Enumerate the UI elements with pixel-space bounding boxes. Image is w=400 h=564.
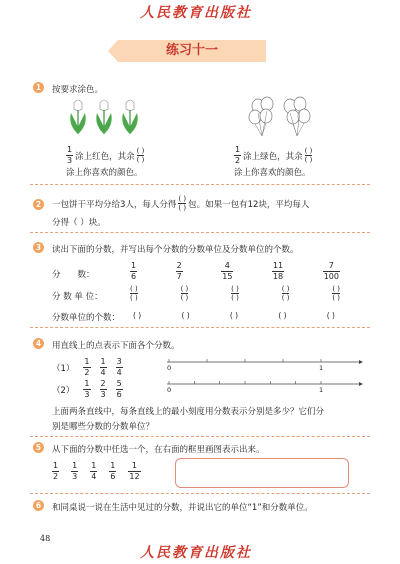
answer-blank-fraction[interactable]: ( ) ( ) <box>332 285 340 302</box>
q5-fraction-row <box>52 462 141 481</box>
number-line-one-label: 1 <box>319 364 324 372</box>
answer-blank-fraction[interactable]: ( ) ( ) <box>130 285 138 302</box>
question-number-4: 4 <box>33 338 44 349</box>
answer-blank[interactable]: ( ) <box>326 311 335 320</box>
number-line-one-label: 1 <box>319 386 324 394</box>
q2-line2: 分得（ ）块。 <box>52 218 106 228</box>
question-number-2: 2 <box>33 199 44 210</box>
q3-count-row <box>133 311 335 320</box>
q4-text3: 别是哪些分数的分数单位？ <box>52 422 155 432</box>
divider <box>30 232 370 233</box>
answer-blank-fraction[interactable]: ( ) ( ) <box>136 147 145 164</box>
q4-text2: 上面两条直线中，每条直线上的最小刻度用分数表示分别是多少？它们分 <box>52 407 325 417</box>
q3-row-label-count: 分数单位的个数： <box>52 313 121 323</box>
q6-text: 和同桌说一说在生活中见过的分数，并说出它的单位“1”和分数单位。 <box>52 503 313 513</box>
q2-line1: 一包饼干平均分给3人，每人分得 ( ) ( ) 包。如果一包有12块，平均每人 <box>52 195 310 212</box>
fraction: $\frac{1}{4}$ <box>91 461 97 481</box>
tulip-icon <box>120 97 140 135</box>
fraction: $\frac{2}{3}$ <box>100 379 106 399</box>
header-brand: 人民教育出版社 <box>140 5 252 21</box>
q1-left-line2: 涂上你喜欢的颜色。 <box>66 168 143 178</box>
fraction: $\frac{1}{2}$ <box>53 461 59 481</box>
fraction: $\frac{1}{12}$ <box>129 461 140 481</box>
fraction: $\frac{4}{15}$ <box>222 261 233 281</box>
q3-unit-row <box>130 285 340 302</box>
drawing-box[interactable] <box>175 458 349 488</box>
q4-row1: （1） $\frac{1}{2}$ $\frac{1}{4}$ $\frac{3}{4}$ <box>52 357 122 377</box>
answer-blank[interactable]: ( ) <box>278 311 287 320</box>
balloons-icon <box>248 96 314 138</box>
fraction: $\frac{1}{3}$ <box>67 145 73 165</box>
q4-text: 用直线上的点表示下面各个分数。 <box>52 341 180 351</box>
q3-text: 读出下面的分数，并写出每个分数的分数单位及分数单位的个数。 <box>52 245 299 255</box>
q1-right-line2: 涂上你喜欢的颜色。 <box>234 168 311 178</box>
fraction: $\frac{1}{3}$ <box>72 461 78 481</box>
fraction: $\frac{1}{2}$ <box>235 145 241 165</box>
fraction: $\frac{2}{7}$ <box>176 261 182 281</box>
divider <box>30 436 370 437</box>
fraction: $\frac{1}{6}$ <box>131 261 137 281</box>
page-number: 48 <box>40 534 51 543</box>
divider <box>30 327 370 328</box>
q1-right-line1: $\frac{1}{2}$ 涂上绿色，其余 ( ) ( ) <box>235 145 313 165</box>
q3-row-label-unit: 分 数 单 位： <box>52 292 103 302</box>
fraction: $\frac{11}{18}$ <box>272 261 284 281</box>
divider <box>30 184 370 185</box>
q3-fraction-row <box>130 262 340 281</box>
number-lines[interactable] <box>165 356 365 398</box>
question-number-6: 6 <box>33 500 44 511</box>
number-line-zero-label: 0 <box>167 364 172 372</box>
question-number-3: 3 <box>33 242 44 253</box>
q5-text: 从下面的分数中任选一个，在右面的框里画图表示出来。 <box>52 445 265 455</box>
q1-left-line1: $\frac{1}{3}$ 涂上红色，其余 ( ) ( ) <box>67 145 145 165</box>
q4-row2: （2） $\frac{1}{3}$ $\frac{2}{3}$ $\frac{5}{6}$ <box>52 379 122 399</box>
tulip-icon <box>68 97 88 135</box>
footer-brand: 人民教育出版社 <box>140 545 252 561</box>
q1-text: 按要求涂色。 <box>52 85 104 95</box>
answer-blank[interactable]: ( ) <box>229 311 239 320</box>
answer-blank-fraction[interactable]: ( ) ( ) <box>180 285 189 302</box>
question-number-5: 5 <box>33 442 44 453</box>
answer-blank-fraction[interactable]: ( ) ( ) <box>178 195 187 212</box>
fraction: $\frac{1}{2}$ <box>84 357 90 377</box>
answer-blank-fraction[interactable]: ( ) ( ) <box>231 285 239 302</box>
answer-blank-fraction[interactable]: ( ) ( ) <box>281 285 290 302</box>
number-line-zero-label: 0 <box>167 386 172 394</box>
title-banner <box>118 40 266 62</box>
divider <box>30 493 370 494</box>
answer-blank[interactable]: ( ) <box>133 311 142 320</box>
q3-row-label-fraction: 分 数： <box>52 270 95 280</box>
fraction: $\frac{7}{100}$ <box>323 261 339 281</box>
fraction: $\frac{3}{4}$ <box>116 357 122 377</box>
fraction: $\frac{1}{6}$ <box>110 461 116 481</box>
fraction: $\frac{1}{3}$ <box>84 379 90 399</box>
fraction: $\frac{5}{6}$ <box>116 379 122 399</box>
answer-blank-fraction[interactable]: ( ) ( ) <box>304 147 313 164</box>
page-title: 练习十一 <box>165 43 218 58</box>
tulip-icon <box>94 97 114 135</box>
tulip-group <box>68 97 140 135</box>
question-number-1: 1 <box>33 82 44 93</box>
fraction: $\frac{1}{4}$ <box>100 357 106 377</box>
answer-blank[interactable]: ( ) <box>181 311 190 320</box>
